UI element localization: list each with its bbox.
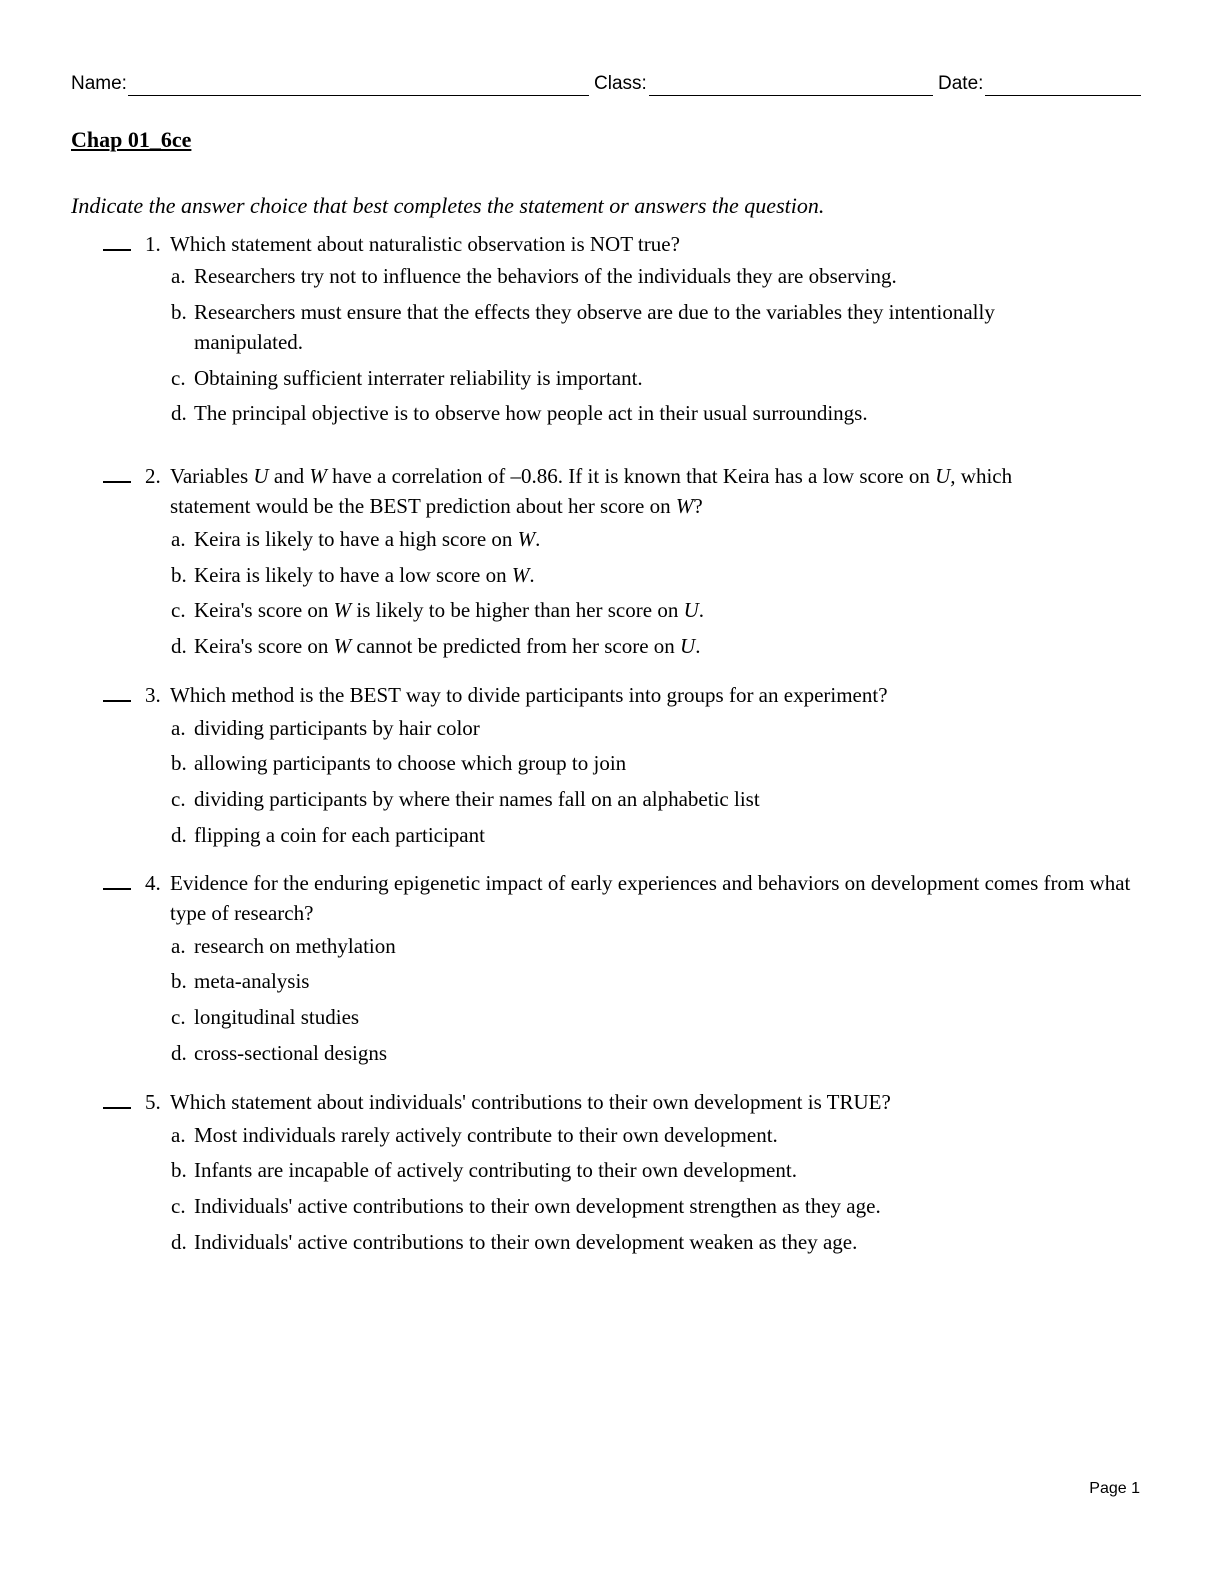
option-3a[interactable]: [171, 713, 1071, 743]
option-text: flipping a coin for each participant: [194, 823, 485, 847]
question-text: Which statement about naturalistic observation is NOT true?: [170, 232, 680, 256]
option-letter: a.: [171, 716, 186, 740]
option-text: Researchers try not to influence the behaviors of the individuals they are observing.: [194, 264, 897, 288]
option-letter: a.: [171, 934, 186, 958]
option-5c[interactable]: [171, 1191, 1071, 1221]
option-text: Keira's score on W cannot be predicted from her score on U.: [194, 634, 701, 658]
option-1c[interactable]: [171, 363, 1071, 393]
option-letter: a.: [171, 264, 186, 288]
option-letter: d.: [171, 401, 187, 425]
header: [71, 72, 1141, 98]
option-2d[interactable]: [171, 631, 1071, 661]
question-number: 5.: [145, 1090, 161, 1114]
option-text: dividing participants by hair color: [194, 716, 480, 740]
option-letter: c.: [171, 366, 186, 390]
option-letter: d.: [171, 1041, 187, 1065]
option-text: dividing participants by where their names fall on an alphabetic list: [194, 787, 760, 811]
question-stem: [145, 868, 1140, 928]
option-2b[interactable]: [171, 560, 1071, 590]
name-field-line[interactable]: [128, 95, 589, 96]
question-text: Which method is the BEST way to divide participants into groups for an experiment?: [170, 683, 888, 707]
option-5b[interactable]: [171, 1155, 1071, 1185]
option-text: Keira is likely to have a high score on W.: [194, 527, 541, 551]
option-letter: b.: [171, 1158, 187, 1182]
option-text: cross-sectional designs: [194, 1041, 388, 1065]
option-letter: b.: [171, 969, 187, 993]
answer-blank[interactable]: [103, 888, 131, 890]
option-letter: c.: [171, 787, 186, 811]
page-title: Chap 01_6ce: [71, 127, 192, 152]
answer-blank[interactable]: [103, 481, 131, 483]
option-letter: c.: [171, 598, 186, 622]
option-1d[interactable]: [171, 398, 1071, 428]
question-text: Variables U and W have a correlation of –0.86. If it is known that Keira has a low score on U, which statement would be the BEST prediction about her score on W?: [170, 464, 1013, 518]
option-4a[interactable]: [171, 931, 1071, 961]
option-letter: d.: [171, 1230, 187, 1254]
question-stem: [145, 1087, 1140, 1117]
option-text: longitudinal studies: [194, 1005, 360, 1029]
date-label: Date:: [938, 73, 984, 94]
answer-blank[interactable]: [103, 1107, 131, 1109]
option-letter: b.: [171, 563, 187, 587]
option-4b[interactable]: [171, 966, 1071, 996]
option-4d[interactable]: [171, 1038, 1071, 1068]
option-text: meta-analysis: [194, 969, 310, 993]
option-letter: b.: [171, 751, 187, 775]
option-letter: a.: [171, 527, 186, 551]
option-letter: d.: [171, 823, 187, 847]
option-letter: c.: [171, 1194, 186, 1218]
option-text: Researchers must ensure that the effects they observe are due to the variables they intentionally manipulated.: [194, 300, 995, 354]
option-5d[interactable]: [171, 1227, 1071, 1257]
question-text: Which statement about individuals' contributions to their own development is TRUE?: [170, 1090, 891, 1114]
question-stem: [145, 229, 1140, 259]
option-text: allowing participants to choose which group to join: [194, 751, 627, 775]
class-field-line[interactable]: [649, 95, 933, 96]
option-1a[interactable]: [171, 261, 1071, 291]
answer-blank[interactable]: [103, 700, 131, 702]
name-label: Name:: [71, 73, 127, 94]
question-number: 1.: [145, 232, 161, 256]
option-4c[interactable]: [171, 1002, 1071, 1032]
option-text: The principal objective is to observe how people act in their usual surroundings.: [194, 401, 868, 425]
option-text: Individuals' active contributions to their own development weaken as they age.: [194, 1230, 858, 1254]
option-letter: a.: [171, 1123, 186, 1147]
option-text: Keira's score on W is likely to be higher than her score on U.: [194, 598, 704, 622]
question-stem: [145, 680, 1140, 710]
option-2c[interactable]: [171, 595, 1071, 625]
option-text: Most individuals rarely actively contribute to their own development.: [194, 1123, 778, 1147]
answer-blank[interactable]: [103, 249, 131, 251]
option-letter: d.: [171, 634, 187, 658]
question-number: 3.: [145, 683, 161, 707]
option-3c[interactable]: [171, 784, 1071, 814]
option-5a[interactable]: [171, 1120, 1071, 1150]
option-2a[interactable]: [171, 524, 1071, 554]
question-number: 2.: [145, 464, 161, 488]
option-3b[interactable]: [171, 748, 1071, 778]
option-text: Individuals' active contributions to their own development strengthen as they age.: [194, 1194, 881, 1218]
option-text: Keira is likely to have a low score on W.: [194, 563, 535, 587]
question-number: 4.: [145, 871, 161, 895]
option-letter: c.: [171, 1005, 186, 1029]
option-3d[interactable]: [171, 820, 1071, 850]
option-letter: b.: [171, 300, 187, 324]
instructions: Indicate the answer choice that best completes the statement or answers the question.: [71, 193, 825, 218]
option-text: Obtaining sufficient interrater reliability is important.: [194, 366, 643, 390]
option-text: research on methylation: [194, 934, 396, 958]
question-stem: [145, 461, 1080, 521]
question-text: Evidence for the enduring epigenetic impact of early experiences and behaviors on development comes from what type of research?: [170, 871, 1131, 925]
page-number: Page 1: [1089, 1480, 1140, 1497]
option-1b[interactable]: [171, 297, 1051, 357]
class-label: Class:: [594, 73, 647, 94]
option-text: Infants are incapable of actively contributing to their own development.: [194, 1158, 797, 1182]
date-field-line[interactable]: [985, 95, 1141, 96]
